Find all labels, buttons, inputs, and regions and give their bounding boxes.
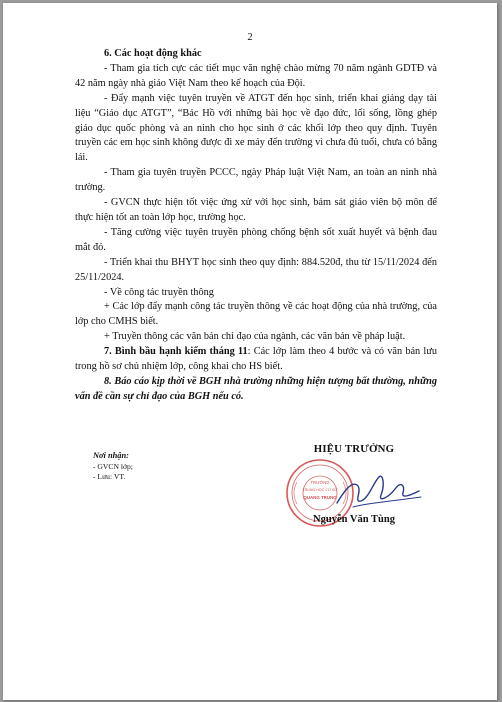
recipient-item: - Lưu: VT. [93, 472, 126, 482]
signer-title: HIỆU TRƯỞNG [313, 443, 395, 455]
svg-text:TRUNG HỌC CƠ SỞ: TRUNG HỌC CƠ SỞ [302, 488, 338, 492]
svg-text:QUANG TRUNG: QUANG TRUNG [303, 495, 337, 500]
section-6-item: - Tham gia tích cực các tiết mục văn nghệ chào mừng 70 năm ngành GDTĐ và 42 năm ngày nhà giáo Việt Nam theo kế hoạch của Đội. [75, 62, 437, 89]
section-6-item: + Các lớp đẩy mạnh công tác truyền thông về các hoạt động của nhà trường, của lớp cho CMHS biết. [75, 301, 437, 328]
recipients-block [93, 451, 133, 483]
section-7-heading: 7. Bình bầu hạnh kiểm tháng 11 [104, 346, 248, 358]
document-page [3, 3, 497, 700]
section-6-item: - Tham gia tuyên truyền PCCC, ngày Pháp luật Việt Nam, an toàn an ninh nhà trường. [75, 167, 437, 194]
section-7 [75, 345, 437, 375]
section-8: 8. Báo cáo kịp thời về BGH nhà trường những hiện tượng bất thường, những vấn đề cần sự chỉ đạo của BGH nếu có. [75, 375, 437, 402]
document-body [75, 47, 437, 405]
signer-name: Nguyễn Văn Tùng [313, 514, 395, 525]
page-number: 2 [247, 32, 253, 43]
section-6-heading: 6. Các hoạt động khác [104, 48, 202, 59]
recipients-label: Nơi nhận: [93, 451, 129, 460]
section-6-item: - Tăng cường việc tuyên truyền phòng chống bệnh sốt xuất huyết và bệnh đau mắt đỏ. [75, 226, 437, 253]
section-7-text: : Các lớp làm theo 4 bước và có văn bản lưu trong hồ sơ chủ nhiệm lớp, công khai cho HS biết. [75, 346, 437, 373]
section-6-item: - Triển khai thu BHYT học sinh theo quy định: 884.520đ, thu từ 15/11/2024 đến 25/11/2024. [75, 256, 437, 283]
svg-text:TRƯỜNG: TRƯỜNG [310, 480, 330, 485]
recipient-item: - GVCN lớp; [93, 461, 133, 471]
section-6-item: - GVCN thực hiện tốt việc ứng xử với học sinh, bám sát giáo viên bộ môn để thực hiện tốt an toàn lớp học, trường học. [75, 197, 437, 223]
section-6-item: - Đẩy mạnh việc tuyên truyền về ATGT đến học sinh, triển khai giảng dạy tài liệu “Giáo dục ATGT”, “Bác Hồ với những bài học về đạo đức, lối sống, lồng ghép giáo dục quốc phòng và an ninh cho học sinh ở các khối lớp theo quy định. Tuyên truyền các em học sinh không được đi xe máy đến trường vì chưa đủ tuổi, chưa có bằng lái. [75, 92, 437, 164]
section-6-item: + Truyền thông các văn bản chỉ đạo của ngành, các văn bản về pháp luật. [104, 331, 406, 343]
section-6-item: - Về công tác truyền thông [104, 286, 214, 298]
